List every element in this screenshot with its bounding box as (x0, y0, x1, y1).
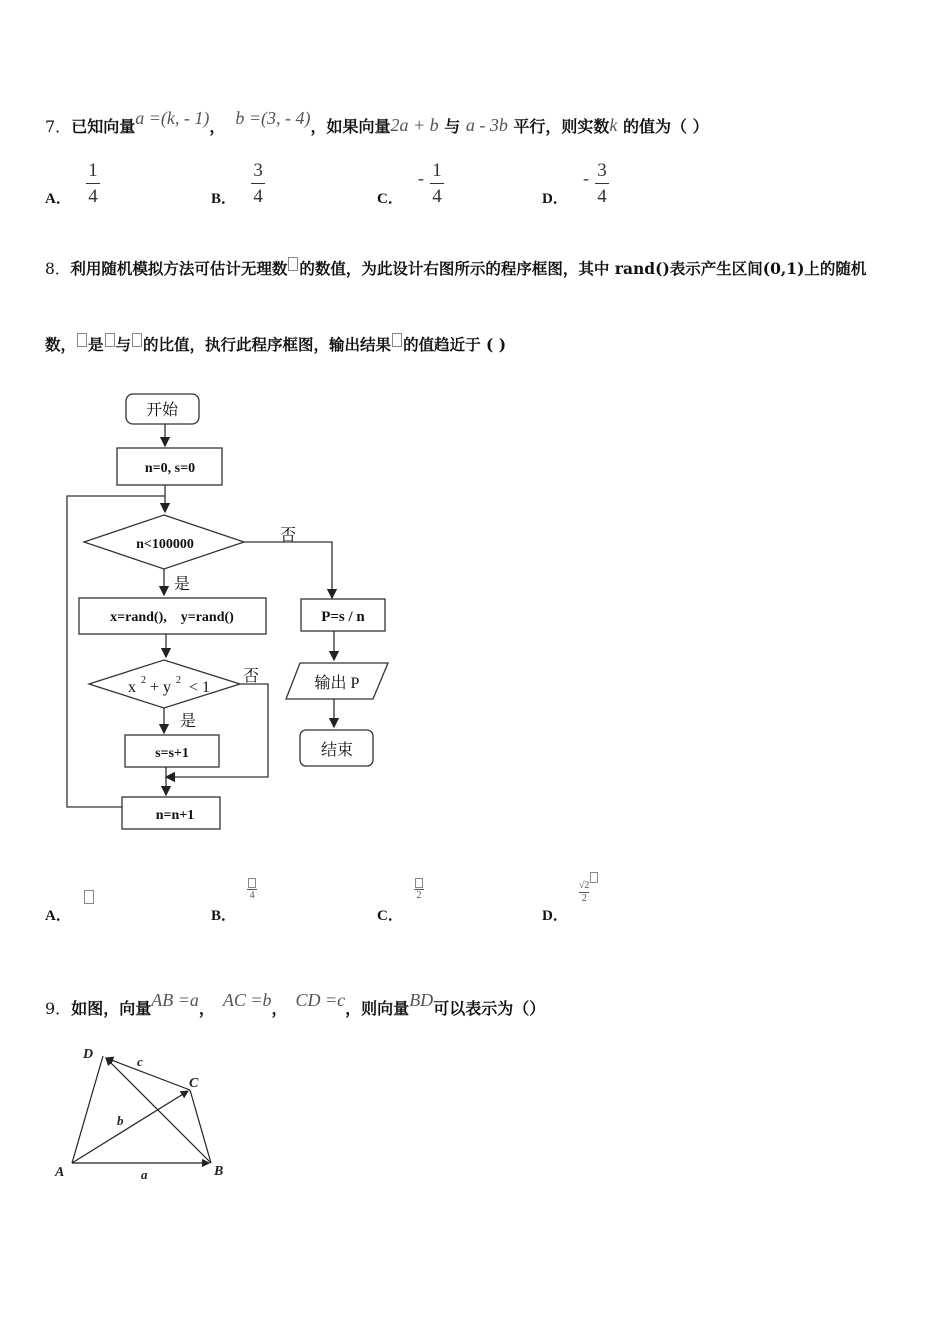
q7-option-b[interactable] (211, 160, 265, 206)
q8-option-c-frac: 2 (414, 878, 424, 901)
placeholder-glyph-icon (105, 333, 115, 347)
flow-yes1-label: 是 (173, 576, 191, 593)
placeholder-glyph-icon (248, 878, 256, 888)
q9-number: 9． (45, 999, 72, 1018)
q7-option-b-label: B． (211, 191, 237, 207)
q7-option-d-sign: - (582, 168, 589, 188)
fig-label-a: A (55, 1165, 65, 1180)
fig-label-c: C (189, 1076, 199, 1091)
q7-option-a-frac: $\frac{1}{4}$ (86, 161, 100, 206)
fig-label-d: D (83, 1047, 94, 1062)
flow-cond2-sup1: 2 (141, 675, 146, 686)
q8-stem-line2: 数， 是 与 的比值，执行此程序框图，输出结果 的值趋近于 ( ) (45, 335, 507, 354)
flow-output-text: 输出 P (314, 675, 360, 692)
q8-option-b-label: B． (211, 908, 237, 924)
flow-rand-text: x=rand(), y=rand() (110, 610, 234, 625)
q9-stem: 9．如图，向量AB =a， AC =b， CD =c，则向量BD可以表示为（） (45, 990, 546, 1018)
q8-option-c[interactable] (377, 872, 424, 924)
fig-label-b: B (214, 1164, 224, 1179)
q7-stem (45, 108, 709, 137)
flow-cond2-plus: + y (150, 679, 172, 696)
placeholder-glyph-icon (590, 872, 598, 883)
q8-option-d-label: D． (542, 908, 568, 924)
flow-yes2-label: 是 (179, 713, 197, 730)
q9-ac: AC =b (222, 990, 272, 1010)
flow-cond2-sup2: 2 (176, 675, 181, 686)
q8-option-d[interactable] (542, 872, 599, 924)
q7-expr1: 2a + b (390, 115, 439, 135)
q7-option-a[interactable] (45, 160, 100, 206)
placeholder-glyph-icon (288, 257, 298, 271)
q8-option-a-label: A． (45, 908, 71, 924)
fig-label-vec-a: a (141, 1167, 148, 1182)
flow-cond-text: n<100000 (136, 537, 194, 552)
flow-start-text: 开始 (145, 402, 179, 419)
q7-option-d-frac: $\frac{3}{4}$ (595, 161, 609, 206)
q7-option-c[interactable] (377, 160, 444, 206)
q7-expr2: a - 3b (465, 115, 508, 135)
flow-end-text: 结束 (320, 742, 354, 759)
placeholder-glyph-icon (132, 333, 142, 347)
q7-option-a-label: A． (45, 191, 71, 207)
q7-vector-a: a =(k, - 1) (135, 108, 210, 128)
flow-init-text: n=0, s=0 (144, 461, 196, 476)
q8-option-d-frac: $\frac{√2}{2}$ (578, 880, 590, 904)
q7-k: k (609, 115, 618, 135)
q8-stem-line1: 8．利用随机模拟方法可估计无理数 的数值，为此设计右图所示的程序框图，其中 rand()表示产生区间(0,1)上的随机 (45, 259, 867, 278)
q7-option-c-frac: $\frac{1}{4}$ (430, 161, 444, 206)
q7-option-c-label: C． (377, 191, 403, 207)
flow-ninc-text: n=n+1 (155, 808, 195, 823)
fig-label-vec-c: c (137, 1054, 143, 1069)
q7-sep: ， (209, 117, 226, 136)
q7-vector-b: b =(3, - 4) (235, 108, 311, 128)
q7-option-c-sign: - (417, 168, 424, 188)
q9-bd: BD (409, 990, 434, 1010)
q9-vector-figure (40, 1040, 250, 1190)
q9-ab: AB =a (151, 990, 199, 1010)
q8-number: 8． (45, 260, 71, 278)
q7-option-b-frac: $\frac{3}{4}$ (251, 161, 265, 206)
flow-sinc-text: s=s+1 (155, 746, 189, 761)
q8-option-b-frac: 4 (247, 878, 257, 901)
q9-cd: CD =c (295, 990, 346, 1010)
placeholder-glyph-icon (392, 333, 402, 347)
q8-option-c-label: C． (377, 908, 403, 924)
q7-option-d-label: D． (542, 191, 568, 207)
flow-cond2-x: x (128, 679, 136, 696)
q8-flowchart (0, 385, 420, 845)
q7-with: 与 (444, 117, 461, 136)
q7-text-end: 的值为（ ） (623, 117, 709, 136)
q7-text-pre: 已知向量 (71, 117, 136, 136)
q8-option-a[interactable] (45, 890, 95, 924)
q7-text-post: 平行，则实数 (513, 117, 610, 136)
q7-option-d[interactable] (542, 160, 609, 206)
fig-label-vec-b: b (117, 1113, 124, 1128)
flow-no1-label: 否 (279, 527, 297, 544)
q7-number: 7． (45, 117, 72, 136)
flow-p-text: P=s / n (321, 609, 365, 625)
placeholder-glyph-icon (415, 878, 423, 888)
flow-cond2-lt: < 1 (189, 679, 211, 696)
q7-text-mid: ，如果向量 (310, 117, 391, 136)
placeholder-glyph-icon (77, 333, 87, 347)
flow-no2-label: 否 (242, 668, 260, 685)
q8-option-b[interactable] (211, 872, 257, 924)
placeholder-glyph-icon (84, 890, 94, 904)
